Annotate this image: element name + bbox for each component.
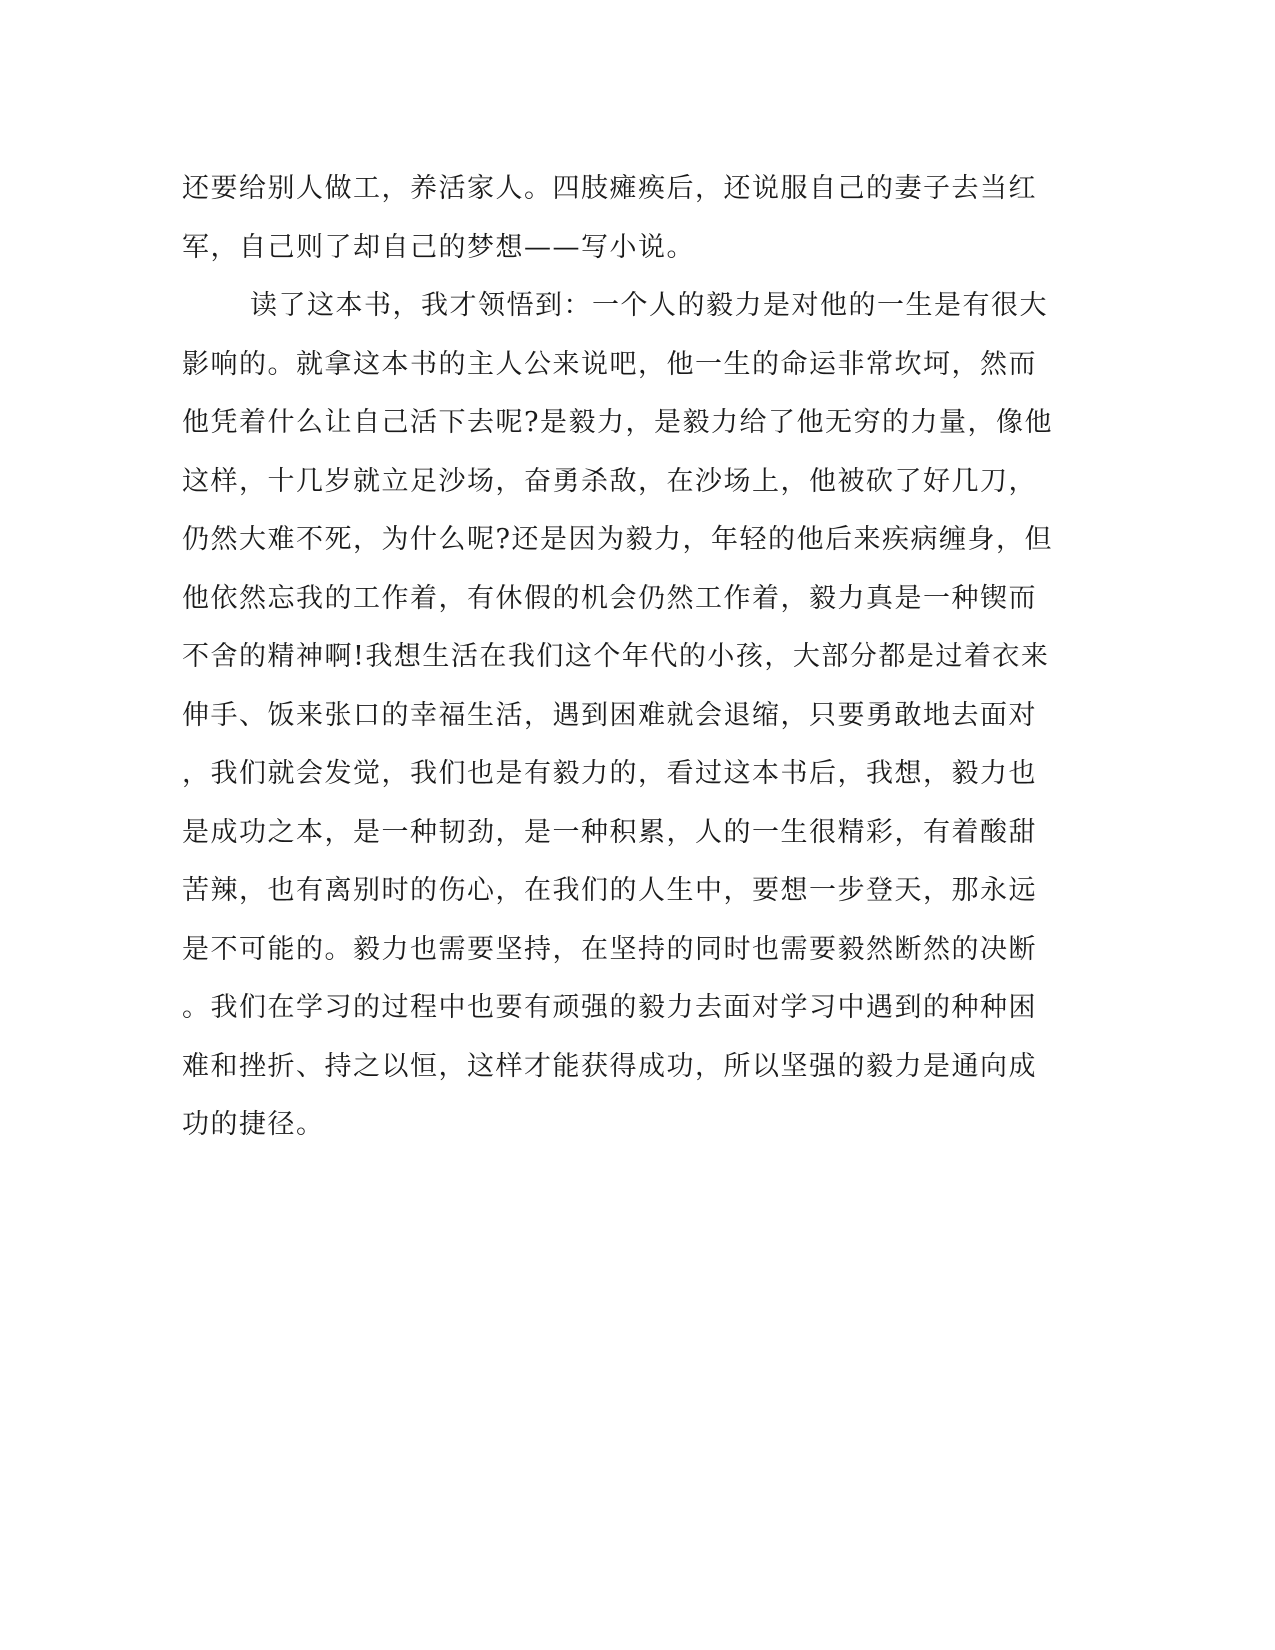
paragraph-1	[182, 160, 1042, 277]
text-line: 这样，十几岁就立足沙场，奋勇杀敌，在沙场上，他被砍了好几刀，	[182, 465, 1037, 497]
text-line: 是不可能的。毅力也需要坚持，在坚持的同时也需要毅然断然的决断	[182, 933, 1037, 965]
text-line: 苦辣，也有离别时的伤心，在我们的人生中，要想一步登天，那永远	[182, 875, 1037, 906]
text-line: 影响的。就拿这本书的主人公来说吧，他一生的命运非常坎坷，然而	[182, 348, 1037, 380]
text-line: 还要给别人做工，养活家人。四肢瘫痪后，还说服自己的妻子去当红	[182, 173, 1037, 204]
text-line: 是成功之本，是一种韧劲，是一种积累，人的一生很精彩，有着酸甜	[182, 816, 1037, 848]
document-body	[182, 160, 1053, 1155]
paragraph-2	[182, 277, 1053, 1155]
text-line: 读了这本书，我才领悟到：一个人的毅力是对他的一生是有很大	[250, 290, 1048, 321]
text-line: 他依然忘我的工作着，有休假的机会仍然工作着，毅力真是一种锲而	[182, 582, 1037, 614]
text-line: 军，自己则了却自己的梦想——写小说。	[182, 231, 695, 263]
text-line: 功的捷径。	[182, 1109, 325, 1140]
text-line: 伸手、饭来张口的幸福生活，遇到困难就会退缩，只要勇敢地去面对	[182, 699, 1037, 731]
text-line: 他凭着什么让自己活下去呢?是毅力，是毅力给了他无穷的力量，像他	[182, 407, 1053, 438]
text-line: 。我们在学习的过程中也要有顽强的毅力去面对学习中遇到的种种困	[182, 992, 1037, 1023]
text-line: ，我们就会发觉，我们也是有毅力的，看过这本书后，我想，毅力也	[182, 758, 1037, 789]
text-line: 难和挫折、持之以恒，这样才能获得成功，所以坚强的毅力是通向成	[182, 1050, 1037, 1082]
text-line: 仍然大难不死，为什么呢?还是因为毅力，年轻的他后来疾病缠身，但	[182, 524, 1053, 555]
text-line: 不舍的精神啊!我想生活在我们这个年代的小孩，大部分都是过着衣来	[182, 641, 1050, 672]
